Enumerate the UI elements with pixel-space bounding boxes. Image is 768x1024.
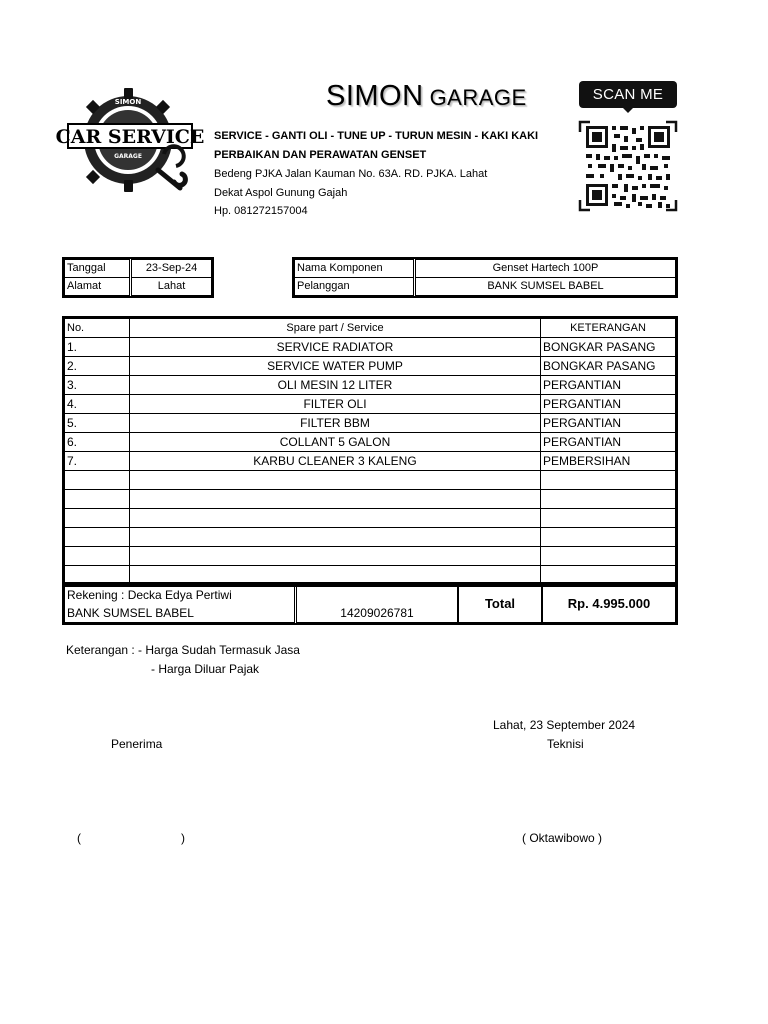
row-no: 2.: [65, 357, 130, 376]
row-service: SERVICE RADIATOR: [130, 338, 541, 357]
address-value: Lahat: [131, 278, 212, 296]
payment-table: [64, 584, 676, 623]
table-row: [65, 509, 676, 528]
table-row: [65, 357, 676, 376]
table-row: [65, 452, 676, 471]
customer-label: Pelanggan: [295, 278, 415, 296]
row-service: [130, 566, 541, 585]
date-label: Tanggal: [65, 260, 131, 278]
row-service: FILTER BBM: [130, 414, 541, 433]
scan-me-badge: SCAN ME: [579, 81, 677, 108]
items-table: [64, 318, 676, 585]
address-label: Alamat: [65, 278, 131, 296]
row-note: PEMBERSIHAN: [541, 452, 676, 471]
table-row: [65, 471, 676, 490]
account-label: Rekening : Decka Edya Pertiwi: [67, 588, 232, 602]
row-note: [541, 547, 676, 566]
row-service: [130, 528, 541, 547]
row-note: [541, 566, 676, 585]
info-table-right: [294, 259, 676, 296]
row-service: [130, 547, 541, 566]
account-number: 14209026781: [296, 585, 459, 623]
row-note: [541, 509, 676, 528]
table-row: [65, 338, 676, 357]
table-row: [65, 433, 676, 452]
row-no: [65, 490, 130, 509]
address-line-1: Bedeng PJKA Jalan Kauman No. 63A. RD. PJKA. Lahat: [214, 168, 488, 180]
row-service: OLI MESIN 12 LITER: [130, 376, 541, 395]
total-value: Rp. 4.995.000: [542, 585, 676, 623]
tagline-services: SERVICE - GANTI OLI - TUNE UP - TURUN MESIN - KAKI KAKI: [214, 130, 539, 142]
table-row: [65, 376, 676, 395]
row-no: 6.: [65, 433, 130, 452]
row-note: [541, 490, 676, 509]
phone-number: Hp. 081272157004: [214, 205, 308, 217]
row-service: FILTER OLI: [130, 395, 541, 414]
table-row: [65, 490, 676, 509]
table-row: [65, 528, 676, 547]
row-no: 5.: [65, 414, 130, 433]
receiver-signature: ( ): [77, 831, 186, 845]
brand-sub: GARAGE: [429, 85, 527, 110]
row-no: 3.: [65, 376, 130, 395]
account-cell: [65, 585, 296, 623]
row-no: [65, 547, 130, 566]
note-line-1: Keterangan : - Harga Sudah Termasuk Jasa: [66, 643, 300, 657]
table-row: [65, 414, 676, 433]
row-service: [130, 490, 541, 509]
brand-main: SIMON: [326, 80, 424, 112]
tagline-genset: PERBAIKAN DAN PERAWATAN GENSET: [214, 149, 427, 161]
address-line-2: Dekat Aspol Gunung Gajah: [214, 187, 348, 199]
table-row: [65, 566, 676, 585]
brand-title: [326, 80, 527, 113]
component-label: Nama Komponen: [295, 260, 415, 278]
row-no: 7.: [65, 452, 130, 471]
place-date: Lahat, 23 September 2024: [493, 718, 636, 732]
row-note: BONGKAR PASANG: [541, 357, 676, 376]
row-note: PERGANTIAN: [541, 376, 676, 395]
row-note: [541, 471, 676, 490]
receiver-label: Penerima: [111, 737, 163, 751]
logo-text: CAR SERVICE: [55, 126, 205, 148]
row-service: [130, 509, 541, 528]
row-service: [130, 471, 541, 490]
row-service: SERVICE WATER PUMP: [130, 357, 541, 376]
svg-text:GARAGE: GARAGE: [114, 153, 142, 160]
row-no: [65, 566, 130, 585]
row-note: BONGKAR PASANG: [541, 338, 676, 357]
car-service-logo: [55, 86, 205, 198]
customer-value: BANK SUMSEL BABEL: [415, 278, 676, 296]
component-value: Genset Hartech 100P: [415, 260, 676, 278]
row-note: PERGANTIAN: [541, 414, 676, 433]
col-note-header: KETERANGAN: [541, 319, 676, 338]
bank-name: BANK SUMSEL BABEL: [67, 606, 194, 620]
technician-label: Teknisi: [547, 737, 584, 751]
total-label: Total: [458, 585, 542, 623]
row-no: [65, 528, 130, 547]
info-table-left: [64, 259, 212, 296]
row-no: [65, 509, 130, 528]
row-note: [541, 528, 676, 547]
qr-code[interactable]: [578, 118, 678, 214]
table-row: [65, 395, 676, 414]
technician-signature: ( Oktawibowo ): [522, 831, 603, 845]
note-line-2: - Harga Diluar Pajak: [151, 662, 260, 676]
row-service: COLLANT 5 GALON: [130, 433, 541, 452]
row-note: PERGANTIAN: [541, 433, 676, 452]
col-service-header: Spare part / Service: [130, 319, 541, 338]
table-row: [65, 547, 676, 566]
date-value: 23-Sep-24: [131, 260, 212, 278]
row-no: 4.: [65, 395, 130, 414]
row-service: KARBU CLEANER 3 KALENG: [130, 452, 541, 471]
row-note: PERGANTIAN: [541, 395, 676, 414]
scan-me-pointer: [622, 107, 634, 113]
col-no-header: No.: [65, 319, 130, 338]
row-no: [65, 471, 130, 490]
row-no: 1.: [65, 338, 130, 357]
svg-text:SIMON: SIMON: [114, 98, 142, 106]
